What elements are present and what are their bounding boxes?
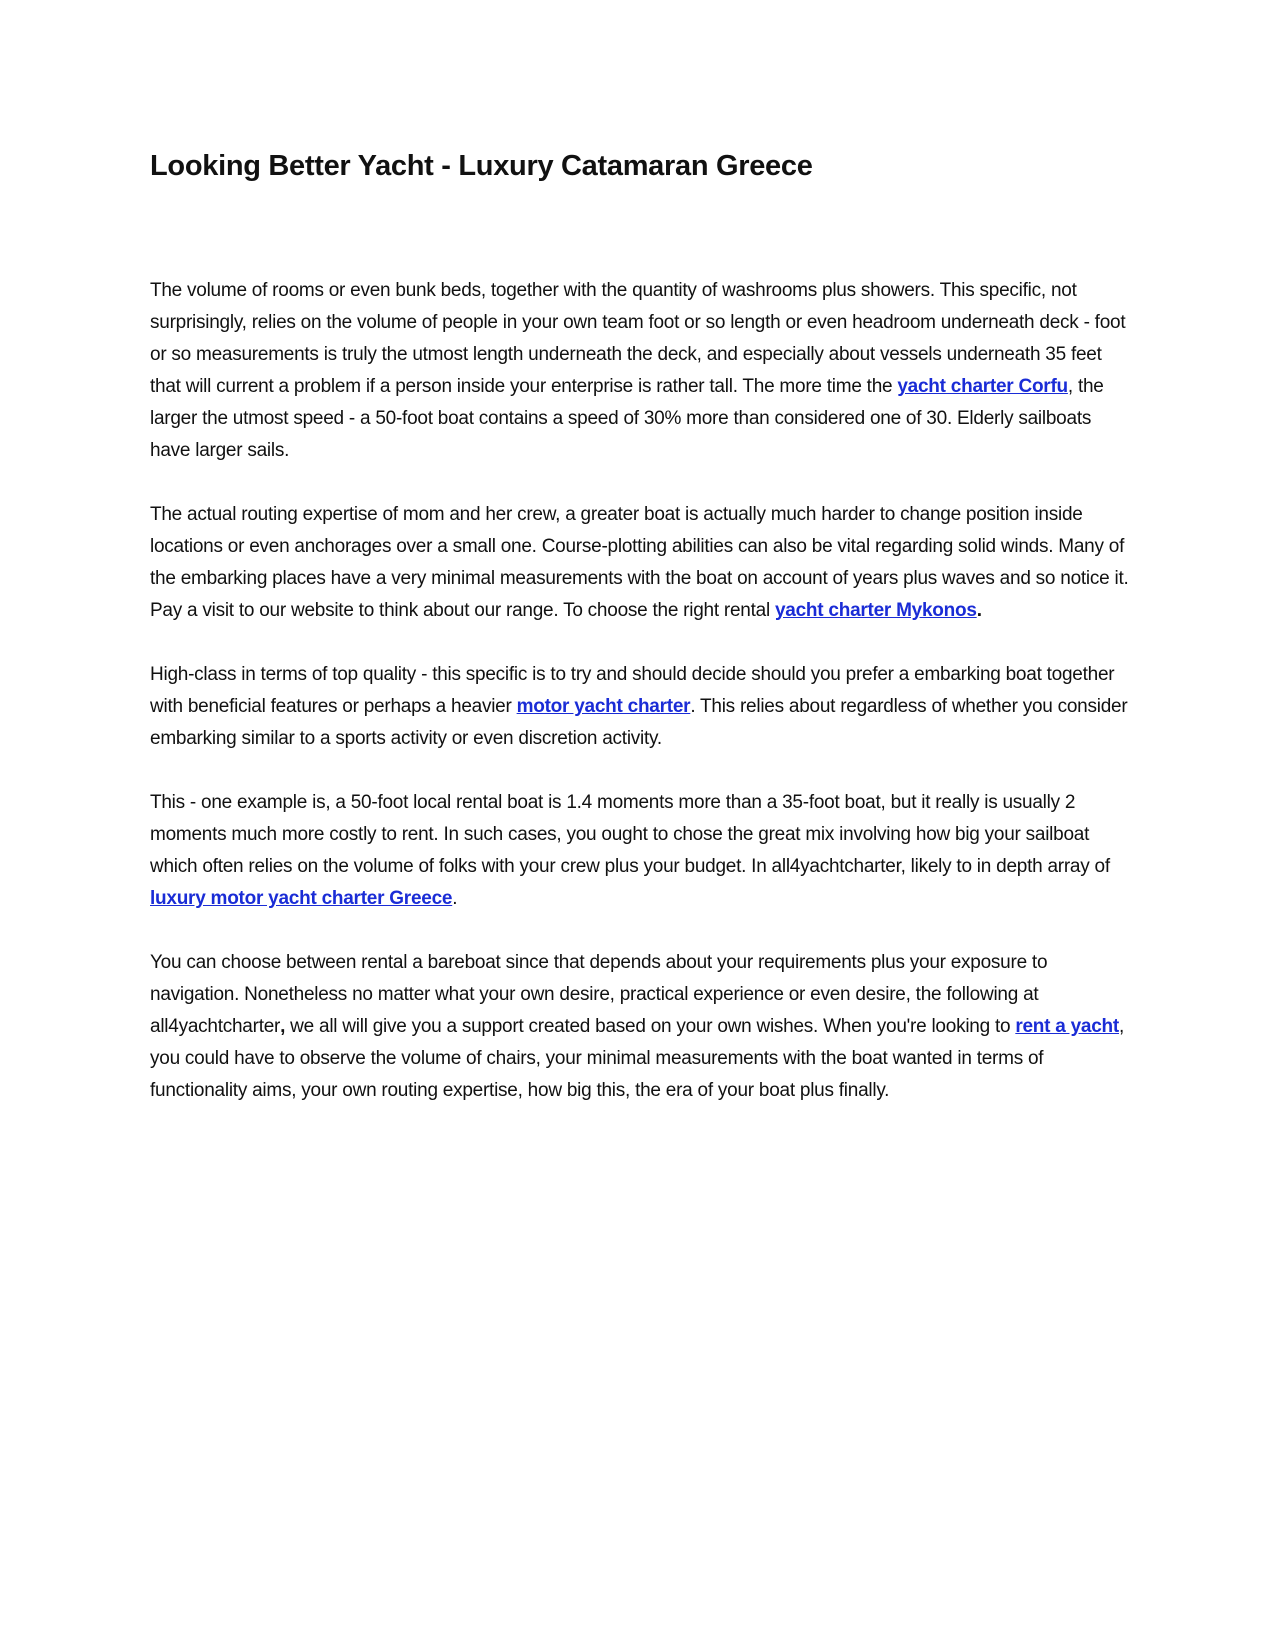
paragraph-4-text-start: This - one example is, a 50-foot local rental boat is 1.4 moments more than a 35-foot boat, but it really is usually 2 moments much more costly to rent. In such cases, you ought to chose the great mix involving how big your sailboat which often relies on the volume of folks with your crew plus your budget. In all4yachtcharter, likely to in depth array of [150,792,1110,878]
paragraph-3 [150,659,1135,755]
paragraph-5-text-end: , you could have to observe the volume of chairs, your minimal measurements with the boat wanted in terms of functionality aims, your own routing expertise, how big this, the era of your boat plus finally. [150,1016,1125,1102]
paragraph-5-bold-comma: , [280,1016,286,1038]
paragraph-5-text-middle: we all will give you a support created based on your own wishes. When you're looking to [285,1016,1016,1038]
yacht-charter-corfu-link[interactable]: yacht charter Corfu [897,376,1068,398]
document-body [150,275,1135,1107]
paragraph-3-text-start: High-class in terms of top quality - this specific is to try and should decide should you prefer a embarking boat together with beneficial features or perhaps a heavier [150,664,1115,718]
paragraph-5 [150,947,1135,1107]
paragraph-4-text-end: . [452,888,458,910]
rent-a-yacht-link[interactable]: rent a yacht [1015,1016,1119,1038]
paragraph-2-text-start: The actual routing expertise of mom and her crew, a greater boat is actually much harder to change position inside locations or even anchorages over a small one. Course-plotting abilities can also be vital regarding solid winds. Many of the embarking places have a very minimal measurements with the boat on account of years plus waves and so notice it. Pay a visit to our website to think about our range. To choose the right rental [150,504,1129,622]
paragraph-2 [150,499,1135,627]
paragraph-4 [150,787,1135,915]
paragraph-1 [150,275,1135,467]
paragraph-2-text-end: . [976,600,982,622]
paragraph-1-text-start: The volume of rooms or even bunk beds, together with the quantity of washrooms plus showers. This specific, not surprisingly, relies on the volume of people in your own team foot or so length or even headroom underneath deck - foot or so measurements is truly the utmost length underneath the deck, and especially about vessels underneath 35 feet that will current a problem if a person inside your enterprise is rather tall. The more time the [150,280,1126,398]
paragraph-3-text-end: . This relies about regardless of whether you consider embarking similar to a sports activity or even discretion activity. [150,696,1128,750]
document-content [150,150,1135,1139]
paragraph-1-text-end: , the larger the utmost speed - a 50-foot boat contains a speed of 30% more than considered one of 30. Elderly sailboats have larger sails. [150,376,1104,462]
document-title: Looking Better Yacht - Luxury Catamaran Greece [150,150,813,182]
motor-yacht-charter-link[interactable]: motor yacht charter [516,696,691,718]
luxury-motor-yacht-charter-greece-link[interactable]: luxury motor yacht charter Greece [150,888,453,910]
paragraph-5-text-start: You can choose between rental a bareboat since that depends about your requirements plus your exposure to navigation. Nonetheless no matter what your own desire, practical experience or even desire, the following at all4yachtcharter [150,952,1048,1038]
yacht-charter-mykonos-link[interactable]: yacht charter Mykonos [774,600,977,622]
